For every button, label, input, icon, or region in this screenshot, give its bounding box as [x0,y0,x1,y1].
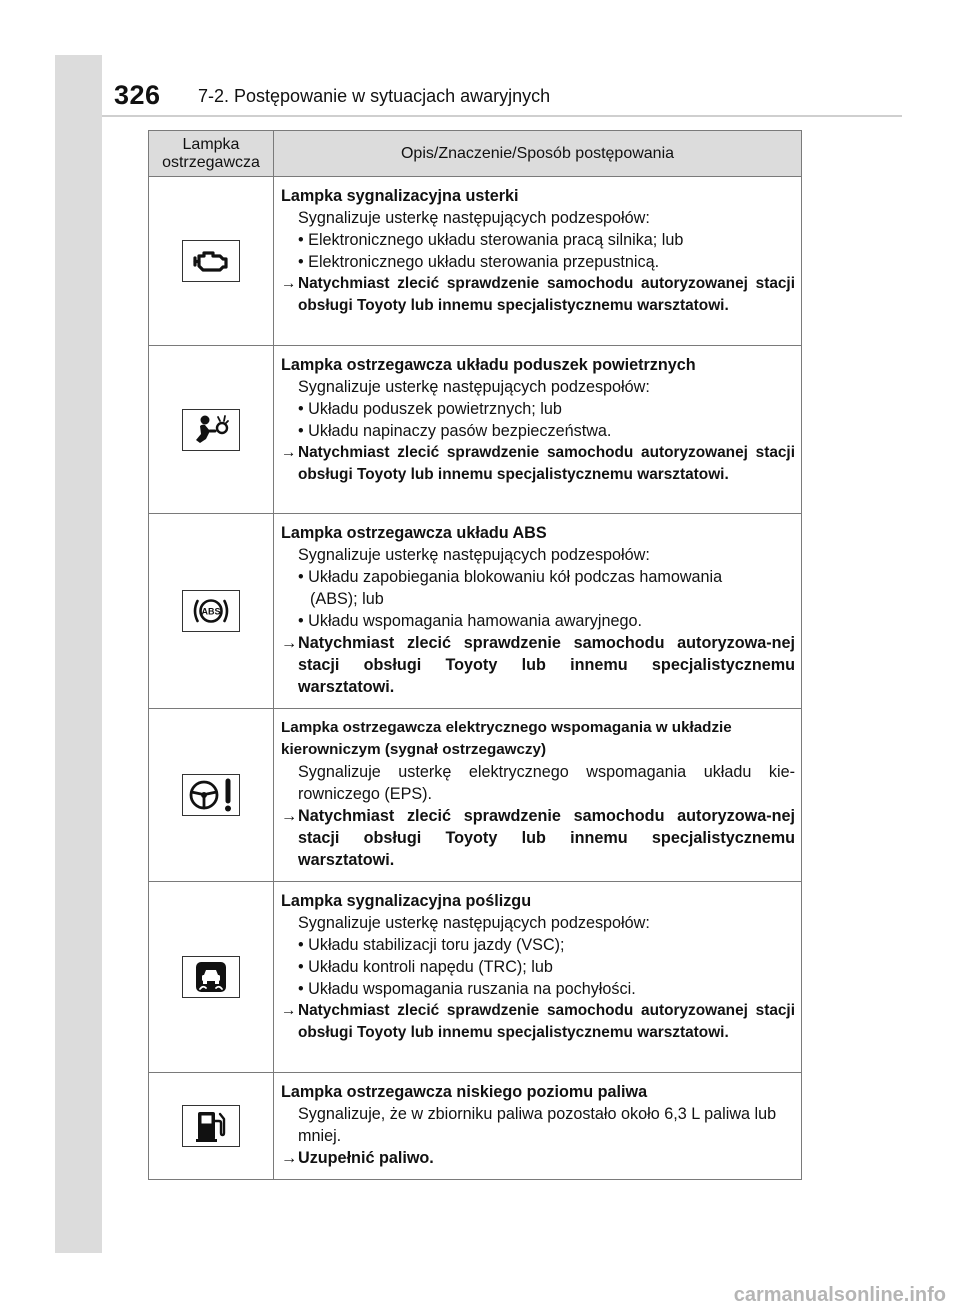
table-row [149,709,802,882]
lamp-bullet: • Układu napinaczy pasów bezpieczeństwa. [298,422,612,440]
description-cell [274,709,802,882]
arrow-glyph: → [281,444,297,461]
arrow-glyph: → [281,1149,298,1167]
lamp-action [281,1000,795,1044]
steering-warning-icon [187,777,235,813]
warning-lights-table [148,130,802,1180]
description-cell [274,882,802,1073]
header-divider [102,115,902,117]
icon-cell [149,514,274,709]
slip-indicator-icon [194,960,228,994]
icon-cell [149,709,274,882]
lamp-lead: Sygnalizuje usterkę elektrycznego wspomagania układu kie-rowniczego (EPS). [298,763,795,803]
icon-frame [182,240,240,282]
watermark: carmanualsonline.info [733,1284,946,1306]
lamp-bullet: • Elektronicznego układu sterowania pracą silnika; lub [298,231,684,249]
lamp-bullet: • Układu kontroli napędu (TRC); lub [298,958,553,976]
description-cell [274,346,802,514]
lamp-title: Lampka sygnalizacyjna usterki [281,187,519,205]
table-row [149,882,802,1073]
column-header-lamp [149,131,274,177]
lamp-title: Lampka ostrzegawcza elektrycznego wspomagania w układzie kierowniczym (sygnał ostrzegawczy) [281,719,732,758]
lamp-action-text: Natychmiast zlecić sprawdzenie samochodu autoryzowa-nej stacji obsługi Toyoty lub innemu specjalistycznemu warsztatowi. [298,634,795,696]
description-cell [274,514,802,709]
arrow-glyph: → [281,634,298,652]
icon-frame [182,409,240,451]
icon-cell [149,1073,274,1180]
lamp-action-text: Natychmiast zlecić sprawdzenie samochodu autoryzowanej stacji obsługi Toyoty lub innemu specjalistycznemu warsztatowi. [298,1002,795,1041]
lamp-lead: Sygnalizuje usterkę następujących podzespołów: [298,378,650,396]
lamp-bullet: • Układu wspomagania ruszania na pochyłości. [298,980,636,998]
lamp-lead: Sygnalizuje usterkę następujących podzespołów: [298,546,650,564]
icon-cell [149,177,274,346]
arrow-glyph: → [281,275,297,292]
table-row [149,177,802,346]
lamp-bullet: • Układu poduszek powietrznych; lub [298,400,562,418]
lamp-lead: Sygnalizuje, że w zbiorniku paliwa pozostało około 6,3 L paliwa lub mniej. [298,1105,777,1145]
lamp-bullet-continuation: (ABS); lub [310,590,384,608]
table-row [149,346,802,514]
icon-frame [182,956,240,998]
section-title: 7-2. Postępowanie w sytuacjach awaryjnych [198,86,551,106]
lamp-title: Lampka ostrzegawcza niskiego poziomu paliwa [281,1083,648,1101]
lamp-title: Lampka ostrzegawcza układu poduszek powietrznych [281,356,696,374]
icon-frame [182,590,240,632]
page-side-tab [55,55,102,1253]
engine-check-icon [191,247,231,275]
page-header [102,76,902,116]
lamp-title: Lampka ostrzegawcza układu ABS [281,524,547,542]
column-header-lamp-line2: ostrzegawcza [162,153,260,171]
lamp-bullet: • Układu wspomagania hamowania awaryjnego. [298,612,643,630]
arrow-glyph: → [281,1002,297,1019]
arrow-glyph: → [281,807,298,825]
lamp-lead: Sygnalizuje usterkę następujących podzespołów: [298,209,650,227]
lamp-action-text: Natychmiast zlecić sprawdzenie samochodu autoryzowanej stacji obsługi Toyoty lub innemu specjalistycznemu warsztatowi. [298,444,795,483]
lamp-action [281,805,795,871]
icon-frame [182,774,240,816]
description-cell [274,177,802,346]
lamp-action [281,442,795,486]
lamp-action [281,273,795,317]
description-cell [274,1073,802,1180]
table-header-row [149,131,802,177]
abs-icon-label: ABS [201,606,221,617]
column-header-lamp-line1: Lampka [182,135,240,153]
airbag-icon [191,413,231,447]
lamp-action [281,1147,795,1169]
lamp-action-text: Natychmiast zlecić sprawdzenie samochodu autoryzowa-nej stacji obsługi Toyoty lub innemu specjalistycznemu warsztatowi. [298,807,795,869]
lamp-action-text: Natychmiast zlecić sprawdzenie samochodu autoryzowanej stacji obsługi Toyoty lub innemu specjalistycznemu warsztatowi. [298,275,795,314]
icon-cell [149,882,274,1073]
table-row [149,1073,802,1180]
fuel-pump-icon [193,1109,229,1143]
lamp-bullet: • Układu stabilizacji toru jazdy (VSC); [298,936,565,954]
lamp-action [281,632,795,698]
table-row [149,514,802,709]
icon-cell [149,346,274,514]
lamp-lead: Sygnalizuje usterkę następujących podzespołów: [298,914,650,932]
icon-frame [182,1105,240,1147]
lamp-bullet: • Elektronicznego układu sterowania przepustnicą. [298,253,660,271]
column-header-description: Opis/Znaczenie/Sposób postępowania [274,131,802,177]
page-number: 326 [114,80,161,110]
abs-icon [189,594,233,628]
lamp-bullet: • Układu zapobiegania blokowaniu kół podczas hamowania [298,568,723,586]
lamp-title: Lampka sygnalizacyjna poślizgu [281,892,532,910]
lamp-action-text: Uzupełnić paliwo. [298,1149,434,1167]
